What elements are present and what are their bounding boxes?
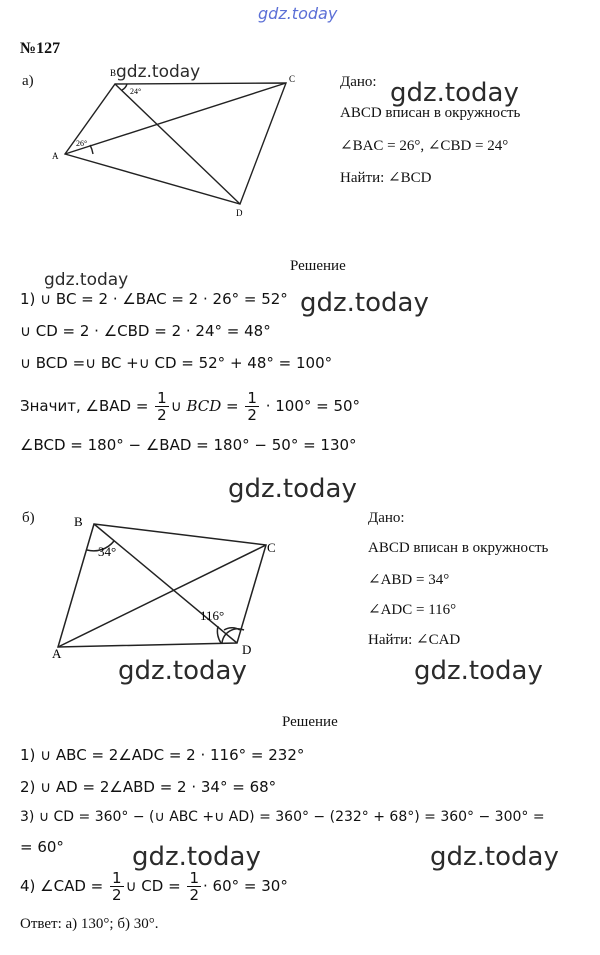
watermark-solution-a-2: gdz.today xyxy=(300,288,429,318)
step-b-4-prefix: 4) ∠CAD = xyxy=(20,877,109,895)
top-watermark: gdz.today xyxy=(258,4,338,23)
watermark-solution-a: gdz.today xyxy=(44,270,129,290)
find-a: Найти: ∠BCD xyxy=(340,170,432,186)
step-a-2: ∪ CD = 2 · ∠CBD = 2 · 24° = 48° xyxy=(20,322,271,340)
angle-mark-b-a xyxy=(122,84,127,90)
answer: Ответ: а) 130°; б) 30°. xyxy=(20,916,159,932)
watermark-given-a: gdz.today xyxy=(390,78,519,108)
angle-label-24: 24° xyxy=(130,87,142,96)
vertex-b-a: B xyxy=(110,68,117,78)
given-line-a-1: ABCD вписан в окружность xyxy=(340,105,521,121)
vertex-b-b: B xyxy=(74,514,83,529)
figure-b xyxy=(48,512,288,662)
step-a-1: 1) ∪ BC = 2 · ∠BAC = 2 · 26° = 52° xyxy=(20,290,288,308)
step-b-4 xyxy=(20,866,288,906)
vertex-d-b: D xyxy=(242,642,252,657)
vertex-c-a: C xyxy=(289,74,296,84)
step-b-1: 1) ∪ ABC = 2∠ADC = 2 · 116° = 232° xyxy=(20,746,305,764)
vertex-d-a: D xyxy=(236,208,243,218)
diagonal-ac-b xyxy=(58,545,266,647)
find-b: Найти: ∠CAD xyxy=(368,632,461,648)
problem-number: №127 xyxy=(20,40,61,57)
fraction-half-a-2: $\frac{1}{2}$ xyxy=(247,389,257,424)
watermark-given-b: gdz.today xyxy=(414,656,543,686)
figure-a xyxy=(50,62,310,222)
watermark-figure-b: gdz.today xyxy=(118,656,247,686)
angle-label-116: 116° xyxy=(200,608,225,623)
solution-title-b: Решение xyxy=(282,714,338,730)
angle-label-34: 34° xyxy=(98,544,117,559)
fraction-half-b-1: $\frac{1}{2}$ xyxy=(112,869,122,904)
step-a-4-arc: BCD xyxy=(186,397,222,415)
watermark-mid: gdz.today xyxy=(228,474,357,504)
step-a-4-mid2: = xyxy=(221,397,244,415)
watermark-steps-b-2: gdz.today xyxy=(430,842,559,872)
step-b-4-mid: ∪ CD = xyxy=(125,877,186,895)
angle-mark-a-a xyxy=(90,145,93,154)
step-a-5: ∠BCD = 180° − ∠BAD = 180° − 50° = 130° xyxy=(20,436,357,454)
given-title-b: Дано: xyxy=(368,510,405,526)
vertex-a-a: A xyxy=(52,151,59,161)
watermark-figure-a: gdz.today xyxy=(116,62,201,82)
diagonal-ac-a xyxy=(65,83,286,154)
part-a-label: а) xyxy=(22,73,34,89)
step-a-4-mid: ∪ xyxy=(170,397,187,415)
watermark-steps-b: gdz.today xyxy=(132,842,261,872)
solution-title-a: Решение xyxy=(290,258,346,274)
step-a-4-tail: · 100° = 50° xyxy=(260,397,361,415)
vertex-a-b: A xyxy=(52,646,62,661)
given-line-a-2: ∠BAC = 26°, ∠CBD = 24° xyxy=(340,138,509,154)
vertex-c-b: C xyxy=(267,540,276,555)
angle-label-26: 26° xyxy=(76,139,88,148)
step-a-4-prefix: Значит, ∠BAD = xyxy=(20,397,154,415)
step-b-4-tail: · 60° = 30° xyxy=(203,877,288,895)
step-a-3: ∪ BCD =∪ BC +∪ CD = 52° + 48° = 100° xyxy=(20,354,333,372)
given-title-a: Дано: xyxy=(340,74,377,90)
given-line-b-1: ABCD вписан в окружность xyxy=(368,540,549,556)
given-line-b-3: ∠ADC = 116° xyxy=(368,602,457,618)
fraction-half-b-2: $\frac{1}{2}$ xyxy=(189,869,199,904)
step-a-4 xyxy=(20,386,360,426)
diagonal-bd-b xyxy=(94,524,237,643)
fraction-half-a-1: $\frac{1}{2}$ xyxy=(157,389,167,424)
given-line-b-2: ∠ABD = 34° xyxy=(368,572,450,588)
part-b-label: б) xyxy=(22,510,35,526)
step-b-3-cont: = 60° xyxy=(20,838,64,856)
step-b-3: 3) ∪ CD = 360° − (∪ ABC +∪ AD) = 360° − (232° + 68°) = 360° − 300° = xyxy=(20,809,545,825)
step-b-2: 2) ∪ AD = 2∠ABD = 2 · 34° = 68° xyxy=(20,778,277,796)
